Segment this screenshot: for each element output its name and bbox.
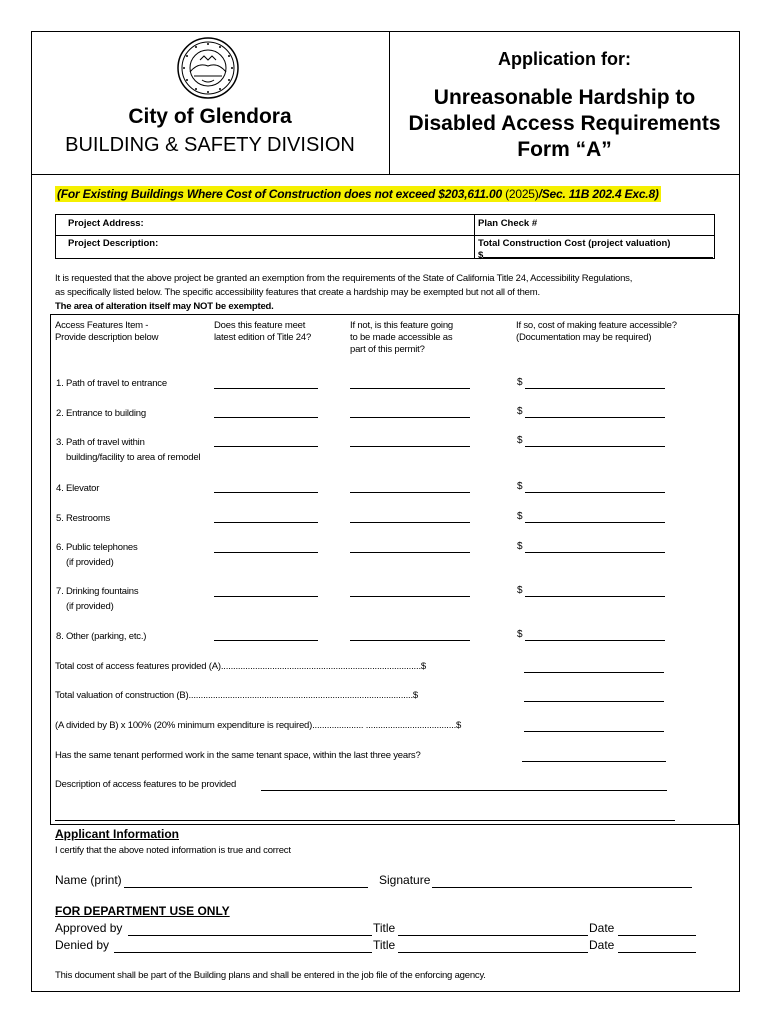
meets-title24-field[interactable] — [214, 522, 318, 523]
feature-row-label: 1. Path of travel to entrance — [56, 378, 167, 389]
denied-by-field[interactable] — [114, 952, 372, 953]
made-accessible-field[interactable] — [350, 522, 470, 523]
meets-title24-field[interactable] — [214, 417, 318, 418]
made-accessible-field[interactable] — [350, 446, 470, 447]
feature-row-label: 8. Other (parking, etc.) — [56, 631, 147, 642]
form-title-line: Form “A” — [517, 138, 612, 161]
header-title-block — [390, 32, 739, 174]
feature-row-label: 5. Restrooms — [56, 513, 111, 524]
cost-currency-sign: $ — [517, 629, 523, 640]
approved-title-label: Title — [373, 921, 396, 935]
approved-by-label: Approved by — [55, 921, 123, 935]
intro-line-3: The area of alteration itself may NOT be exempted. — [55, 301, 274, 312]
application-for-label: Application for: — [498, 49, 631, 69]
project-address-field[interactable]: Project Address: — [68, 218, 144, 229]
feature-row-label: 7. Drinking fountains — [56, 586, 139, 597]
signature-field[interactable] — [432, 887, 692, 888]
footer-note: This document shall be part of the Building plans and shall be entered in the job file of the enforcing agency. — [55, 970, 486, 981]
applicant-info-title: Applicant Information — [55, 827, 179, 841]
certify-text: I certify that the above noted information is true and correct — [55, 845, 291, 856]
made-accessible-field[interactable] — [350, 417, 470, 418]
feature-row-label: 2. Entrance to building — [56, 408, 146, 419]
approved-by-field[interactable] — [128, 935, 372, 936]
meets-title24-field[interactable] — [214, 492, 318, 493]
column-header-item: Access Features Item - Provide description below — [55, 320, 159, 343]
form-page — [31, 31, 740, 992]
access-description-field[interactable] — [261, 790, 667, 791]
approved-date-field[interactable] — [618, 935, 696, 936]
city-name: City of Glendora — [128, 105, 292, 128]
column-header-meets-title24: Does this feature meet latest edition of Title 24? — [214, 320, 312, 343]
accessibility-cost-field[interactable] — [525, 596, 665, 597]
header-city-block — [32, 32, 390, 174]
header-divider — [32, 174, 739, 175]
scope-year: (2025) — [505, 187, 539, 201]
denied-date-field[interactable] — [618, 952, 696, 953]
scope-note — [55, 186, 661, 202]
city-seal-icon — [176, 36, 240, 100]
meets-title24-field[interactable] — [214, 388, 318, 389]
accessibility-cost-field[interactable] — [525, 492, 665, 493]
cost-currency-sign: $ — [517, 541, 523, 552]
approved-date-label: Date — [589, 921, 615, 935]
denied-by-label: Denied by — [55, 938, 110, 952]
ratio-line: (A divided by B) x 100% (20% minimum expenditure is required)..................... .....................................$ — [55, 720, 462, 731]
accessibility-cost-field[interactable] — [525, 640, 665, 641]
access-description-label: Description of access features to be provided — [55, 779, 237, 790]
made-accessible-field[interactable] — [350, 388, 470, 389]
cost-currency-sign: $ — [517, 481, 523, 492]
total-construction-cost-field[interactable] — [474, 235, 713, 262]
column-header-cost: If so, cost of making feature accessible? (Documentation may be required) — [516, 320, 677, 343]
made-accessible-field[interactable] — [350, 596, 470, 597]
meets-title24-field[interactable] — [214, 640, 318, 641]
total-valuation-field[interactable] — [524, 701, 664, 702]
cost-currency-sign: $ — [517, 585, 523, 596]
total-cost-access-features: Total cost of access features provided (A)..................................................................................$ — [55, 661, 426, 672]
plan-check-field[interactable]: Plan Check # — [478, 218, 538, 229]
accessibility-cost-field[interactable] — [525, 417, 665, 418]
cost-currency-sign: $ — [517, 377, 523, 388]
meets-title24-field[interactable] — [214, 596, 318, 597]
total-cost-label: Total Construction Cost (project valuation) — [478, 238, 671, 249]
accessibility-cost-field[interactable] — [525, 446, 665, 447]
access-description-field-line-2[interactable] — [55, 820, 675, 821]
cost-currency-sign: $ — [517, 511, 523, 522]
total-valuation-construction: Total valuation of construction (B)............................................................................................$ — [55, 690, 418, 701]
name-print-label: Name (print) — [55, 873, 122, 887]
feature-row-sublabel: (if provided) — [66, 601, 114, 612]
denied-title-label: Title — [373, 938, 396, 952]
scope-section: /Sec. 11B 202.4 Exc.8) — [538, 187, 659, 201]
name-print-field[interactable] — [124, 887, 368, 888]
meets-title24-field[interactable] — [214, 552, 318, 553]
cost-currency-sign: $ — [517, 406, 523, 417]
feature-row-label: 4. Elevator — [56, 483, 100, 494]
cost-currency-sign: $ — [517, 435, 523, 446]
feature-row-sublabel: (if provided) — [66, 557, 114, 568]
accessibility-cost-field[interactable] — [525, 552, 665, 553]
intro-line-2: as specifically listed below. The specific accessibility features that create a hardship may be exempted but not all of them. — [55, 287, 540, 298]
made-accessible-field[interactable] — [350, 640, 470, 641]
form-title — [390, 85, 739, 163]
feature-row-sublabel: building/facility to area of remodel — [66, 452, 201, 463]
meets-title24-field[interactable] — [214, 446, 318, 447]
project-description-field[interactable]: Project Description: — [68, 238, 159, 249]
ratio-field[interactable] — [524, 731, 664, 732]
denied-date-label: Date — [589, 938, 615, 952]
made-accessible-field[interactable] — [350, 492, 470, 493]
division-name: BUILDING & SAFETY DIVISION — [65, 134, 355, 156]
total-cost-access-field[interactable] — [524, 672, 664, 673]
form-title-line: Disabled Access Requirements — [408, 112, 721, 135]
accessibility-cost-field[interactable] — [525, 522, 665, 523]
approved-title-field[interactable] — [398, 935, 588, 936]
form-title-line: Unreasonable Hardship to — [433, 86, 696, 109]
tenant-question: Has the same tenant performed work in the same tenant space, within the last three years? — [55, 750, 421, 761]
made-accessible-field[interactable] — [350, 552, 470, 553]
total-cost-prefix: $ — [478, 250, 713, 262]
tenant-answer-field[interactable] — [522, 761, 666, 762]
column-header-made-accessible: If not, is this feature going to be made accessible as part of this permit? — [350, 320, 453, 355]
project-info-table — [55, 214, 715, 259]
signature-label: Signature — [379, 873, 431, 887]
feature-row-label: 3. Path of travel within — [56, 437, 145, 448]
accessibility-cost-field[interactable] — [525, 388, 665, 389]
feature-row-label: 6. Public telephones — [56, 542, 138, 553]
intro-line-1: It is requested that the above project be granted an exemption from the requirements of the State of California Title 24, Accessibility Regulations, — [55, 273, 633, 284]
department-use-title: FOR DEPARTMENT USE ONLY — [55, 904, 230, 918]
denied-title-field[interactable] — [398, 952, 588, 953]
scope-text: (For Existing Buildings Where Cost of Construction does not exceed $203,611.00 — [57, 187, 502, 201]
